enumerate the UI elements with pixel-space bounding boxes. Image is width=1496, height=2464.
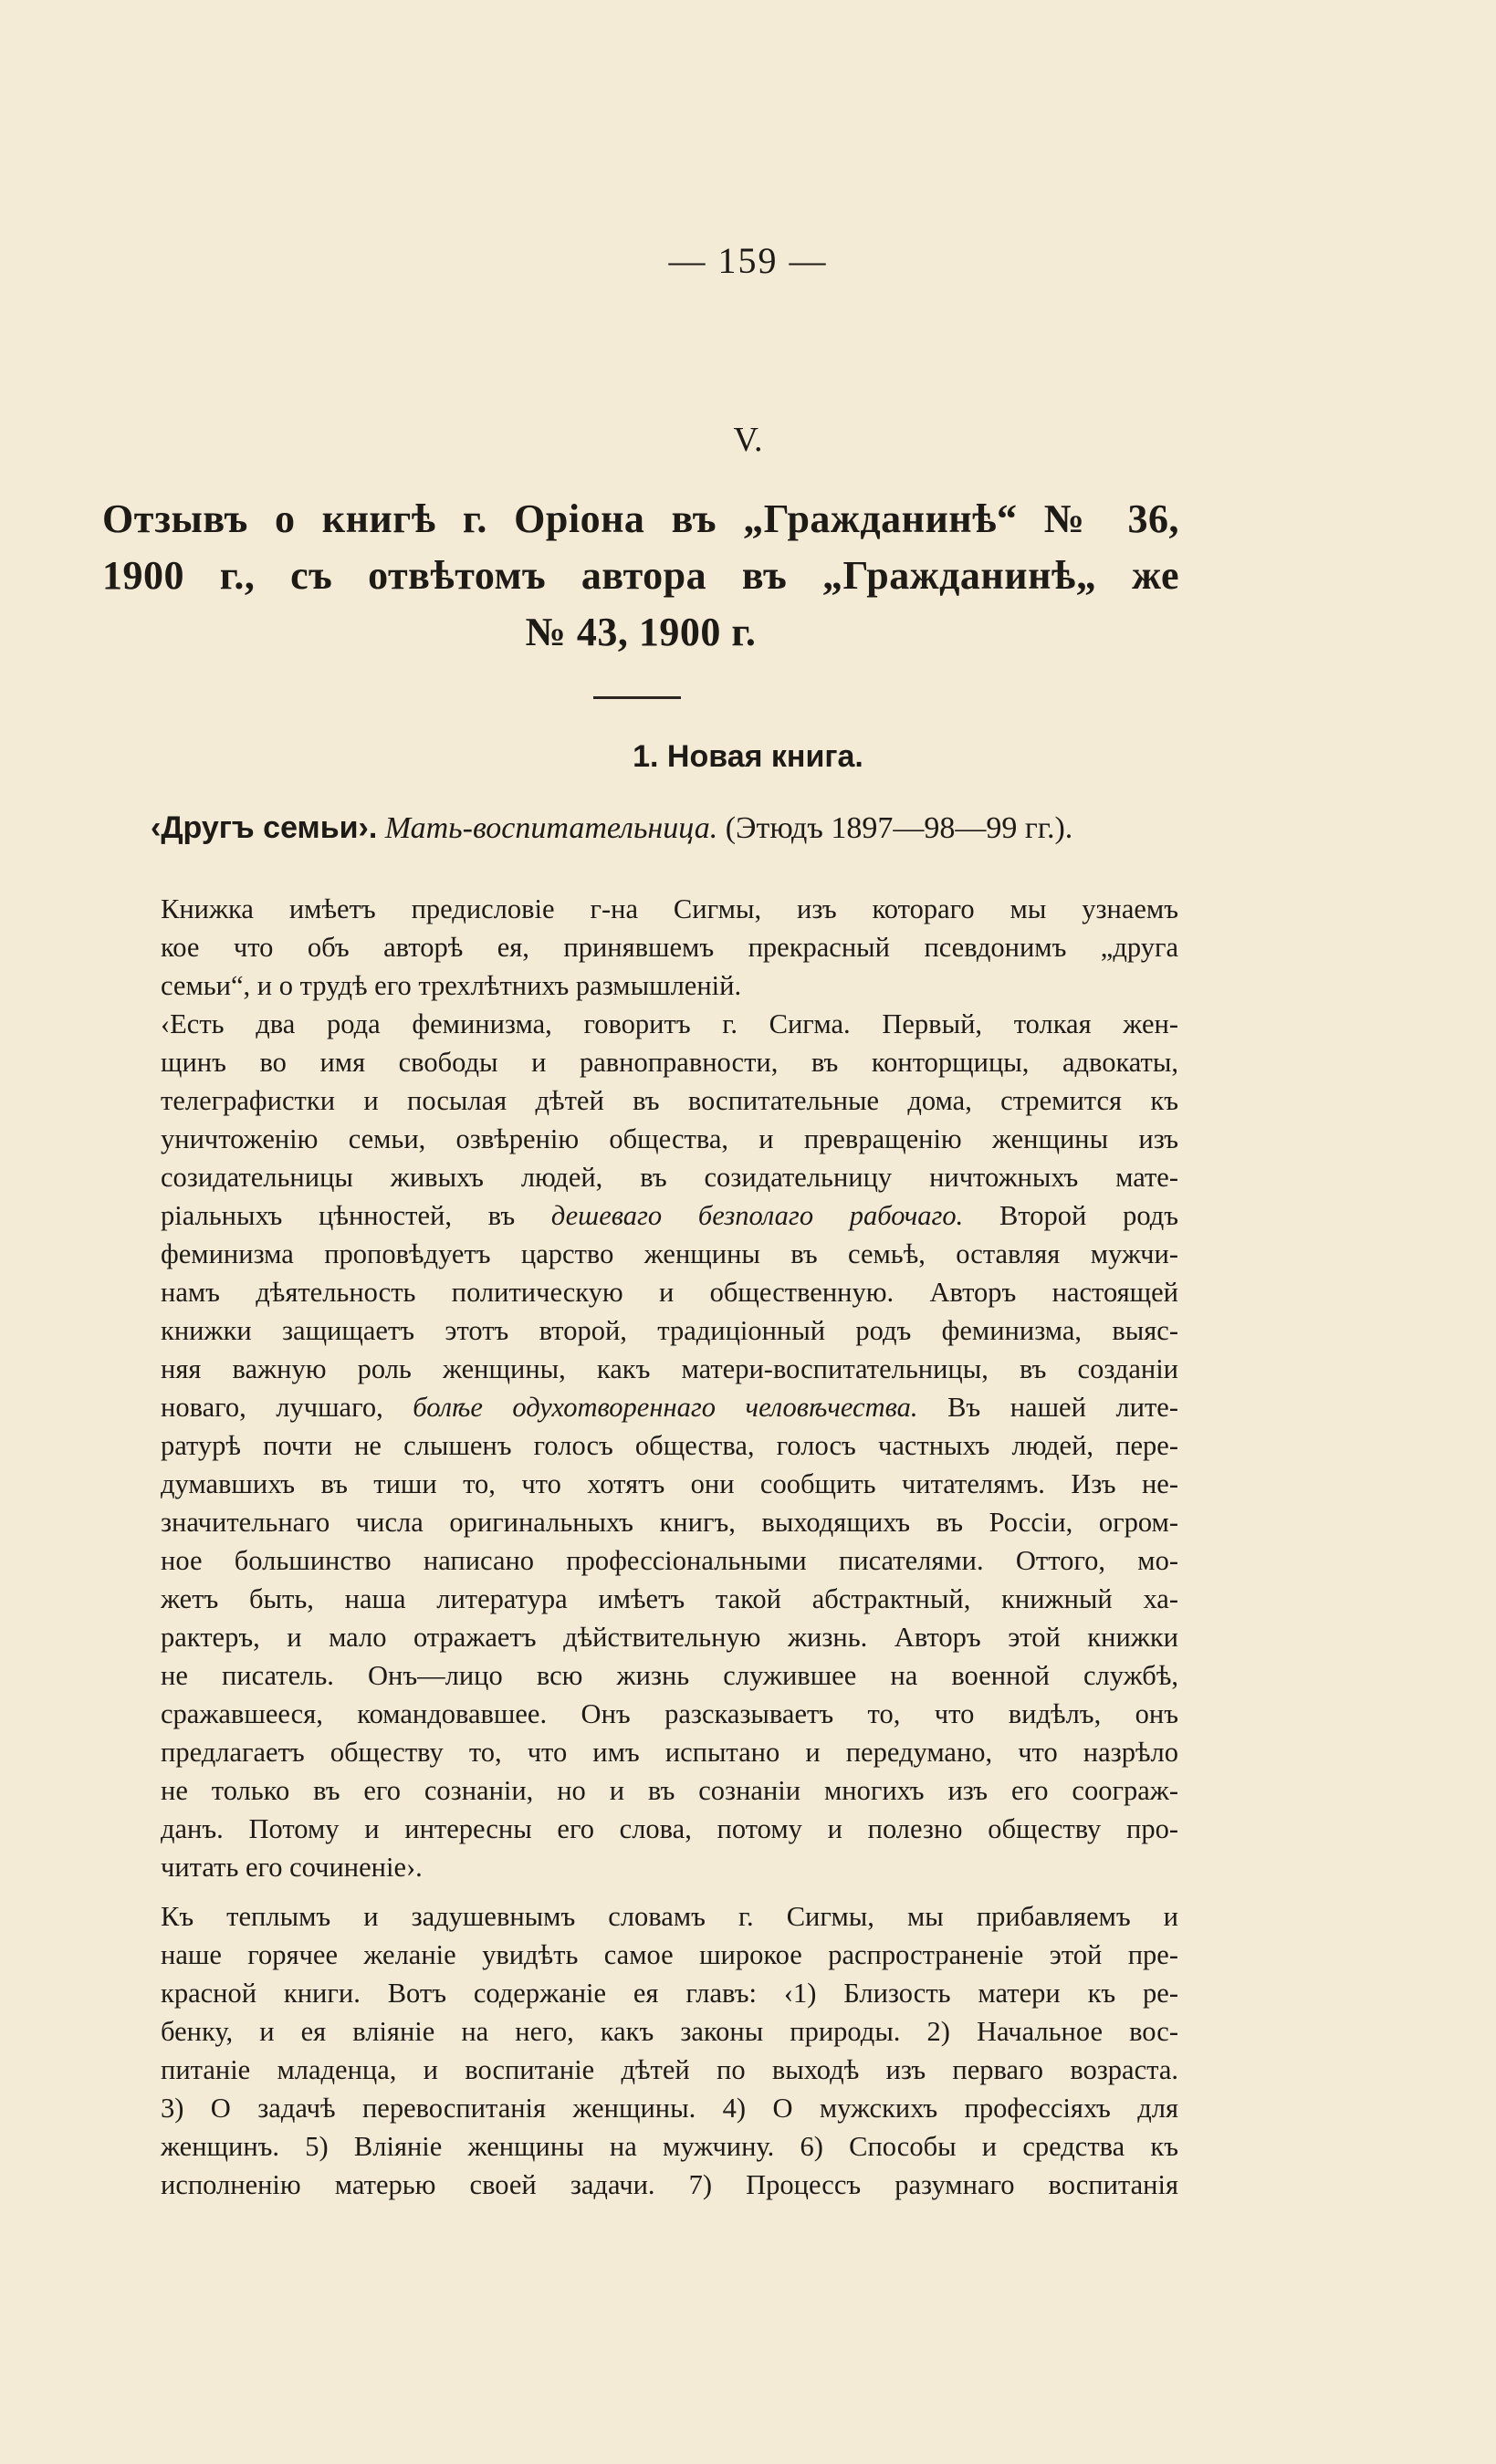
- paragraph-gap: [161, 1886, 1178, 1897]
- text-line: уничтоженію семьи, озвѣренію общества, и превращенію женщины изъ: [161, 1123, 1178, 1154]
- text-line: созидательницы живыхъ людей, въ созидательницу ничтожныхъ мате-: [161, 1162, 1178, 1193]
- text-line: феминизма проповѣдуетъ царство женщины въ семьѣ, оставляя мужчи-: [161, 1238, 1178, 1269]
- text-line: ‹Есть два рода феминизма, говоритъ г. Сигма. Первый, толкая жен-: [161, 1008, 1178, 1039]
- text-line: не писатель. Онъ—лицо всю жизнь служившее на военной службѣ,: [161, 1660, 1178, 1691]
- text-fragment: новаго, лучшаго,: [161, 1392, 383, 1423]
- text-line: семьи“, и о трудѣ его трехлѣтнихъ размышленій.: [161, 970, 742, 1001]
- text-line: красной книги. Вотъ содержаніе ея главъ: ‹1) Близость матери къ ре-: [161, 1978, 1178, 2009]
- title-line: 1900 г., съ отвѣтомъ автора въ „Гражданинѣ„ же: [102, 553, 1179, 598]
- text-fragment: ріальныхъ цѣнностей, въ: [161, 1200, 516, 1231]
- text-line: кое что объ авторѣ ея, принявшемъ прекрасный псевдонимъ „друга: [161, 932, 1178, 963]
- book-title: Мать-воспитательница.: [384, 811, 718, 845]
- text-line: намъ дѣятельность политическую и общественную. Авторъ настоящей: [161, 1277, 1178, 1308]
- text-line: женщинъ. 5) Вліяніе женщины на мужчину. 6) Способы и средства къ: [161, 2131, 1178, 2162]
- text-line: телеграфистки и посылая дѣтей въ воспитательные дома, стремится къ: [161, 1085, 1178, 1116]
- subsection-heading: 1. Новая книга.: [633, 739, 863, 774]
- page-number: — 159 —: [668, 240, 828, 281]
- text-line: жетъ быть, наша литература имѣетъ такой абстрактный, книжный ха-: [161, 1583, 1178, 1614]
- text-line: предлагаетъ обществу то, что имъ испытано и передумано, что назрѣло: [161, 1737, 1178, 1768]
- italic-phrase: болѣе одухотвореннаго человѣчества.: [413, 1392, 918, 1423]
- text-line: сражавшееся, командовавшее. Онъ разсказываетъ то, что видѣлъ, онъ: [161, 1698, 1178, 1729]
- title-line: Отзывъ о книгѣ г. Оріона въ „Гражданинѣ“ № 36,: [102, 496, 1179, 541]
- text-fragment: Второй родъ: [999, 1200, 1178, 1231]
- text-line: Къ теплымъ и задушевнымъ словамъ г. Сигмы, мы прибавляемъ и: [161, 1901, 1178, 1932]
- text-line: няя важную роль женщины, какъ матери-воспитательницы, въ созданіи: [161, 1353, 1178, 1384]
- text-line: наше горячее желаніе увидѣть самое широкое распространеніе этой пре-: [161, 1939, 1178, 1970]
- text-line: книжки защищаетъ этотъ второй, традиціонный родъ феминизма, выяс-: [161, 1315, 1178, 1346]
- text-line: 3) О задачѣ перевоспитанія женщины. 4) О мужскихъ профессіяхъ для: [161, 2093, 1178, 2124]
- text-line: данъ. Потому и интересны его слова, потому и полезно обществу про-: [161, 1813, 1178, 1844]
- text-line: [161, 1388, 1178, 1426]
- italic-phrase: дешеваго безполаго рабочаго.: [550, 1200, 964, 1231]
- text-line: исполненію матерью своей задачи. 7) Процессъ разумнаго воспитанія: [161, 2169, 1178, 2200]
- text-line: бенку, и ея вліяніе на него, какъ законы природы. 2) Начальное вос-: [161, 2016, 1178, 2047]
- journal-name: ‹Другъ семьи›.: [151, 810, 378, 845]
- text-fragment: Въ нашей лите-: [947, 1392, 1179, 1423]
- text-line: [161, 1196, 1178, 1235]
- book-reference: [151, 810, 1187, 846]
- title-line: № 43, 1900 г.: [525, 610, 757, 654]
- text-line: думавшихъ въ тиши то, что хотятъ они сообщить читателямъ. Изъ не-: [161, 1468, 1178, 1499]
- title-divider: [593, 696, 681, 699]
- book-note: (Этюдъ 1897—98—99 гг.).: [725, 811, 1073, 845]
- text-line: не только въ его сознаніи, но и въ сознаніи многихъ изъ его соограж-: [161, 1775, 1178, 1806]
- text-line: читать его сочиненіе›.: [161, 1852, 423, 1883]
- body-text: [161, 890, 1178, 2204]
- chapter-title: [102, 491, 1179, 661]
- text-line: значительнаго числа оригинальныхъ книгъ, выходящихъ въ Россіи, огром-: [161, 1507, 1178, 1538]
- text-line: щинъ во имя свободы и равноправности, въ конторщицы, адвокаты,: [161, 1047, 1178, 1078]
- text-line: рактеръ, и мало отражаетъ дѣйствительную жизнь. Авторъ этой книжки: [161, 1622, 1178, 1653]
- section-number: V.: [733, 421, 763, 459]
- text-line: ратурѣ почти не слышенъ голосъ общества, голосъ частныхъ людей, пере-: [161, 1430, 1178, 1461]
- text-line: Книжка имѣетъ предисловіе г-на Сигмы, изъ котораго мы узнаемъ: [161, 893, 1178, 924]
- text-line: питаніе младенца, и воспитаніе дѣтей по выходѣ изъ перваго возраста.: [161, 2054, 1178, 2085]
- text-line: ное большинство написано профессіональными писателями. Оттого, мо-: [161, 1545, 1178, 1576]
